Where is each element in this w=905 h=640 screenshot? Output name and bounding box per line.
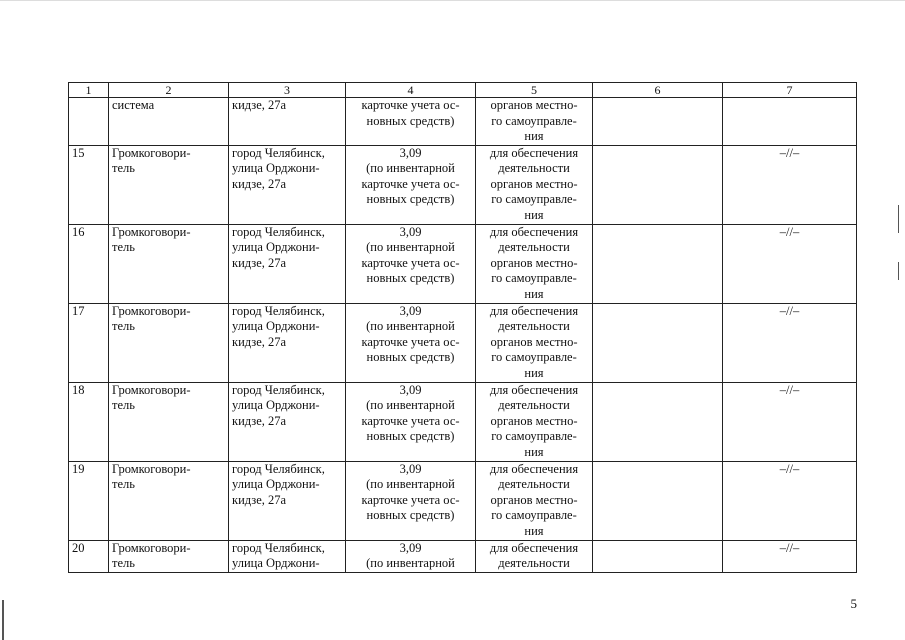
item-purpose-line: ния — [524, 365, 544, 380]
item-col6 — [593, 382, 723, 461]
item-purpose-line: ния — [524, 286, 544, 301]
item-name-line: тель — [112, 398, 135, 412]
item-name — [109, 540, 229, 572]
item-purpose-line: органов местно- — [490, 98, 578, 112]
item-address-line: кидзе, 27а — [232, 98, 287, 112]
item-purpose-line: для обеспечения — [489, 540, 579, 555]
item-address-line: кидзе, 27а — [232, 334, 287, 349]
item-address — [229, 540, 346, 572]
item-purpose-line: деятельности — [498, 319, 570, 333]
item-name-line: тель — [112, 161, 135, 175]
item-col7: –//– — [723, 461, 857, 540]
item-value-line: новных средств) — [366, 429, 455, 443]
item-purpose-line: го самоуправле- — [491, 350, 577, 364]
item-value-line: 3,09 — [399, 303, 422, 318]
table-row — [69, 224, 857, 303]
item-address-line: улица Орджони- — [232, 556, 320, 570]
item-value-line: 3,09 — [399, 145, 422, 160]
column-header: 4 — [346, 83, 476, 98]
item-name-line: тель — [112, 240, 135, 254]
column-header: 7 — [723, 83, 857, 98]
item-name-line: Громкоговори- — [112, 145, 191, 160]
item-address-line: кидзе, 27а — [232, 176, 287, 191]
item-address — [229, 382, 346, 461]
item-value-line: (по инвентарной — [366, 477, 455, 491]
item-purpose-line: ния — [524, 129, 544, 143]
table-row — [69, 98, 857, 146]
scan-top-edge — [0, 0, 905, 1]
item-value — [346, 461, 476, 540]
item-purpose-line: органов местно- — [490, 413, 578, 428]
item-purpose-line: деятельности — [498, 556, 570, 570]
item-purpose-line: го самоуправле- — [491, 508, 577, 522]
item-purpose — [476, 303, 593, 382]
item-purpose-line: для обеспечения — [489, 224, 579, 239]
row-number: 16 — [69, 224, 109, 303]
item-purpose-line: органов местно- — [490, 334, 578, 349]
item-col6 — [593, 461, 723, 540]
item-value-line: новных средств) — [366, 508, 455, 522]
item-purpose-line: ния — [524, 207, 544, 222]
item-address-line: город Челябинск, — [232, 224, 325, 239]
item-value — [346, 224, 476, 303]
item-value-line: карточке учета ос- — [361, 413, 460, 428]
item-value — [346, 540, 476, 572]
item-address-line: улица Орджони- — [232, 477, 320, 491]
item-value-line: (по инвентарной — [366, 398, 455, 412]
item-address — [229, 303, 346, 382]
item-purpose-line: деятельности — [498, 398, 570, 412]
property-table — [68, 82, 857, 573]
item-col7 — [723, 98, 857, 146]
table-row — [69, 303, 857, 382]
item-purpose-line: органов местно- — [490, 255, 578, 270]
item-address — [229, 224, 346, 303]
item-value-line: 3,09 — [399, 461, 422, 476]
item-purpose-line: органов местно- — [490, 176, 578, 191]
item-purpose-line: го самоуправле- — [491, 429, 577, 443]
item-value-line: карточке учета ос- — [361, 255, 460, 270]
item-name — [109, 461, 229, 540]
item-value-line: 3,09 — [399, 382, 422, 397]
item-value — [346, 145, 476, 224]
item-purpose-line: деятельности — [498, 161, 570, 175]
column-number-row — [69, 83, 857, 98]
item-col6 — [593, 303, 723, 382]
item-purpose — [476, 540, 593, 572]
item-name-line: тель — [112, 556, 135, 570]
item-value-line: новных средств) — [366, 113, 455, 128]
item-col6 — [593, 224, 723, 303]
item-address-line: кидзе, 27а — [232, 492, 287, 507]
column-header: 5 — [476, 83, 593, 98]
scan-edge-mark-left — [2, 600, 4, 640]
item-address — [229, 145, 346, 224]
item-purpose-line: для обеспечения — [489, 461, 579, 476]
item-purpose-line: ния — [524, 444, 544, 459]
column-header: 1 — [69, 83, 109, 98]
item-name — [109, 303, 229, 382]
item-value-line: 3,09 — [399, 224, 422, 239]
item-value-line: (по инвентарной — [366, 240, 455, 254]
item-address-line: улица Орджони- — [232, 319, 320, 333]
item-address — [229, 461, 346, 540]
item-purpose-line: го самоуправле- — [491, 271, 577, 285]
item-value-line: (по инвентарной — [366, 161, 455, 175]
item-name — [109, 224, 229, 303]
item-col6 — [593, 540, 723, 572]
item-purpose-line: деятельности — [498, 240, 570, 254]
item-purpose — [476, 98, 593, 146]
item-address-line: город Челябинск, — [232, 145, 325, 160]
scan-edge-mark-right — [898, 205, 899, 233]
item-name — [109, 382, 229, 461]
item-purpose-line: деятельности — [498, 477, 570, 491]
item-address-line: город Челябинск, — [232, 461, 325, 476]
item-value-line: новных средств) — [366, 271, 455, 285]
column-header: 6 — [593, 83, 723, 98]
item-value-line: (по инвентарной — [366, 319, 455, 333]
item-value — [346, 382, 476, 461]
item-name-line: Громкоговори- — [112, 303, 191, 318]
item-value-line: (по инвентарной — [366, 556, 455, 570]
item-purpose — [476, 145, 593, 224]
item-address-line: город Челябинск, — [232, 382, 325, 397]
item-col7: –//– — [723, 224, 857, 303]
table-row — [69, 145, 857, 224]
item-purpose — [476, 224, 593, 303]
item-purpose-line: для обеспечения — [489, 303, 579, 318]
item-address-line: улица Орджони- — [232, 240, 320, 254]
row-number: 15 — [69, 145, 109, 224]
item-address-line: кидзе, 27а — [232, 413, 287, 428]
item-value-line: карточке учета ос- — [361, 334, 460, 349]
item-address — [229, 98, 346, 146]
table-row — [69, 540, 857, 572]
item-value-line: карточке учета ос- — [361, 98, 460, 112]
item-address-line: город Челябинск, — [232, 303, 325, 318]
row-number: 18 — [69, 382, 109, 461]
item-name-line: Громкоговори- — [112, 224, 191, 239]
item-name-line: тель — [112, 477, 135, 491]
item-address-line: улица Орджони- — [232, 161, 320, 175]
item-name-line: система — [112, 98, 155, 112]
item-purpose-line: го самоуправле- — [491, 113, 577, 128]
item-purpose-line: для обеспечения — [489, 145, 579, 160]
item-col6 — [593, 145, 723, 224]
item-value-line: карточке учета ос- — [361, 492, 460, 507]
item-value — [346, 303, 476, 382]
row-number: 17 — [69, 303, 109, 382]
item-col7: –//– — [723, 382, 857, 461]
item-address-line: улица Орджони- — [232, 398, 320, 412]
item-col7: –//– — [723, 540, 857, 572]
table-row — [69, 461, 857, 540]
item-purpose-line: для обеспечения — [489, 382, 579, 397]
item-name-line: Громкоговори- — [112, 382, 191, 397]
row-number: 20 — [69, 540, 109, 572]
item-col7: –//– — [723, 303, 857, 382]
row-number: 19 — [69, 461, 109, 540]
page-number: 5 — [850, 596, 857, 611]
item-purpose-line: ния — [524, 523, 544, 538]
item-purpose — [476, 461, 593, 540]
item-address-line: кидзе, 27а — [232, 255, 287, 270]
item-col7: –//– — [723, 145, 857, 224]
item-name-line: тель — [112, 319, 135, 333]
item-purpose — [476, 382, 593, 461]
item-name-line: Громкоговори- — [112, 540, 191, 555]
column-header: 2 — [109, 83, 229, 98]
column-header: 3 — [229, 83, 346, 98]
item-value-line: новных средств) — [366, 350, 455, 364]
item-value — [346, 98, 476, 146]
row-number — [69, 98, 109, 146]
item-purpose-line: органов местно- — [490, 492, 578, 507]
item-value-line: новных средств) — [366, 192, 455, 206]
table-row — [69, 382, 857, 461]
item-name — [109, 98, 229, 146]
item-name-line: Громкоговори- — [112, 461, 191, 476]
item-col6 — [593, 98, 723, 146]
item-name — [109, 145, 229, 224]
item-address-line: город Челябинск, — [232, 540, 325, 555]
scan-edge-mark-right-2 — [898, 262, 899, 280]
item-value-line: 3,09 — [399, 540, 422, 555]
item-value-line: карточке учета ос- — [361, 176, 460, 191]
item-purpose-line: го самоуправле- — [491, 192, 577, 206]
